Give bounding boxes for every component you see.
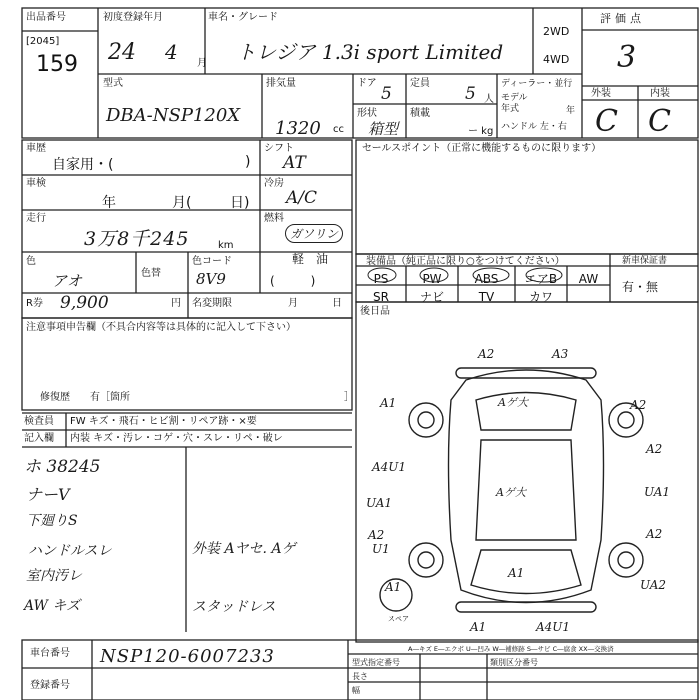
shift-value: AT <box>283 153 306 173</box>
name-change-month: 月 <box>288 298 298 309</box>
equip-sr: SR <box>373 290 389 304</box>
inspector-label: 検査員 <box>24 416 54 427</box>
mileage-label: 走行 <box>26 213 46 224</box>
repair-history-label: 修復歴 有［箇所 <box>40 392 130 403</box>
name-change-label: 名変期限 <box>192 298 232 309</box>
mark-a2-right-front: A2 <box>630 398 647 412</box>
aircon-value: A/C <box>286 188 318 208</box>
displacement-unit: cc <box>333 124 344 135</box>
equipment-marks <box>356 266 610 302</box>
first-registration-month: 4 <box>165 40 178 64</box>
interior-label: 内装 <box>650 88 670 99</box>
mark-u1-left: U1 <box>372 542 390 556</box>
steering-label: ハンドル 左・右 <box>501 122 567 132</box>
mark-a1-spare: A1 <box>385 580 402 594</box>
first-registration-label: 初度登録年月 <box>103 12 163 23</box>
type-designation-label: 型式指定番号 <box>352 658 400 667</box>
chassis-number: NSP120-6007233 <box>100 646 275 667</box>
fw-code-line: FW キズ・飛石・ヒビ割・リペア跡・×要 <box>70 416 257 427</box>
exterior-label: 外装 <box>591 88 611 99</box>
model-code: DBA-NSP120X <box>106 105 241 126</box>
note-line-2: ナーV <box>26 485 70 504</box>
car-name: トレジア 1.3i sport Limited <box>236 40 504 64</box>
fuel-label: 燃料 <box>264 213 284 224</box>
color-value: アオ <box>52 272 82 290</box>
mark-ua1-left: UA1 <box>366 496 393 510</box>
drive-2wd: 2WD <box>543 25 570 38</box>
notes-label: 注意事項申告欄（不具合内容等は具体的に記入して下さい） <box>26 322 296 333</box>
history-value: 自家用・( <box>52 157 114 173</box>
inspection-day: 日) <box>230 195 250 211</box>
doors: 5 <box>381 84 392 104</box>
model-year-sub: 年式 <box>501 104 520 114</box>
drive-4wd: 4WD <box>543 53 570 66</box>
mark-a4u1-bottom: A4U1 <box>536 620 571 634</box>
interior-grade: C <box>648 104 671 139</box>
equip-kawa: カワ <box>528 290 553 304</box>
lot-prefix: [2045] <box>26 36 60 47</box>
mark-a2-left: A2 <box>368 528 385 542</box>
aircon-label: 冷房 <box>264 178 284 189</box>
mark-a4u1-left: A4U1 <box>372 460 407 474</box>
mark-a3-top: A3 <box>552 347 569 361</box>
note-line-6: AW キズ <box>24 598 81 614</box>
interior-code-line: 内装 キズ・汚レ・コゲ・穴・スレ・リペ・破レ <box>70 433 283 444</box>
mark-atsuke-top: Aゲ大 <box>498 396 528 409</box>
mark-a2-top: A2 <box>478 347 495 361</box>
score-value: 3 <box>617 40 637 75</box>
chassis-label: 車台番号 <box>30 648 70 659</box>
body-type: 箱型 <box>368 120 399 138</box>
color-code-label: 色コード <box>192 256 232 267</box>
length-label: 長さ <box>352 672 368 681</box>
yen-unit: 円 <box>171 298 181 309</box>
fuel-gasoline: ガソリン <box>285 224 343 243</box>
fuel-other: ( ) <box>270 274 316 288</box>
width-label: 幅 <box>352 686 360 695</box>
score-label: 評価点 <box>600 12 645 25</box>
mark-a1-center: A1 <box>508 566 525 580</box>
color-code-value: 8V9 <box>196 270 226 288</box>
spare-label: スペア <box>388 615 409 623</box>
repair-history-close: ］ <box>344 392 354 403</box>
name-change-day: 日 <box>332 298 342 309</box>
fuel-diesel: 軽 油 <box>292 252 329 266</box>
seats-unit: 人 <box>484 94 494 105</box>
inspection-month: 月( <box>172 195 192 211</box>
mark-a2-right-rear: A2 <box>646 527 663 541</box>
legend-line: A―キズ E―エクボ U―凹み W―補修跡 S―サビ C―腐食 XX―交換済 <box>408 645 614 653</box>
inspection-label: 車検 <box>26 178 46 189</box>
first-registration-year: 24 <box>108 40 136 65</box>
r-ticket-value: 9,900 <box>60 293 109 313</box>
exterior-grade: C <box>595 104 618 139</box>
mark-atsuke-center: Aゲ大 <box>496 486 526 499</box>
equip-abs: ABS <box>474 272 499 286</box>
model-code-label: 型式 <box>103 78 123 89</box>
note-right-2: スタッドレス <box>192 599 276 615</box>
seats-label: 定員 <box>410 78 430 89</box>
registration-label: 登録番号 <box>30 680 70 691</box>
note-line-5: 室内汚レ <box>26 568 82 584</box>
shift-label: シフト <box>264 143 294 154</box>
seats: 5 <box>465 84 476 104</box>
lot-number: 159 <box>36 52 78 77</box>
mark-ua1-right: UA1 <box>644 485 671 499</box>
note-line-4: ハンドルスレ <box>28 543 112 559</box>
body-type-label: 形状 <box>357 108 377 119</box>
mark-a2-right: A2 <box>646 442 663 456</box>
r-ticket-label: R券 <box>26 298 43 309</box>
displacement: 1320 <box>275 118 321 139</box>
recorder-label: 記入欄 <box>24 433 54 444</box>
equip-ps: PS <box>373 272 389 286</box>
displacement-label: 排気量 <box>266 78 296 89</box>
warranty-value: 有・無 <box>622 280 659 294</box>
equip-tv: TV <box>478 290 495 304</box>
history-label: 車歴 <box>26 143 46 154</box>
mileage-value: 3万8千245 <box>84 228 190 250</box>
load-label: 積載 <box>410 108 430 119</box>
inspection-year: 年 <box>102 195 116 211</box>
car-name-label: 車名・グレード <box>208 12 278 23</box>
new-car-warranty-label: 新車保証書 <box>622 256 668 266</box>
color-label: 色 <box>26 256 36 267</box>
rear-seat-label: 後日品 <box>360 306 390 317</box>
lot-number-label: 出品番号 <box>26 12 66 23</box>
model-year-label: モデル <box>501 93 528 103</box>
mark-a1-bottom: A1 <box>470 620 487 634</box>
year-unit: 年 <box>566 106 576 116</box>
dealer-parallel-label: ディーラー・並行 <box>501 79 573 89</box>
mark-a1-left-front: A1 <box>380 396 397 410</box>
equipment-label: 装備品（純正品に限り○をつけてください） <box>366 256 565 267</box>
mark-ua2-right: UA2 <box>640 578 667 592</box>
equip-navi: ナビ <box>419 290 444 304</box>
mileage-unit: km <box>218 240 234 251</box>
history-close: ) <box>245 154 251 170</box>
sales-points-label: セールスポイント（正常に機能するものに限ります） <box>362 143 602 154</box>
load-value: ー kg <box>468 126 494 137</box>
equip-pw: PW <box>422 272 442 286</box>
color-no-label: 色替 <box>141 268 161 279</box>
doors-label: ドア <box>357 78 377 89</box>
equip-airbag: エアB <box>524 272 558 286</box>
month-unit: 月 <box>197 58 207 69</box>
note-right-1: 外装 Aヤセ. Aゲ <box>192 541 296 557</box>
note-line-1: ホ 38245 <box>24 457 101 477</box>
category-label: 類別区分番号 <box>490 658 538 667</box>
note-line-3: 下廻りS <box>26 513 78 529</box>
equip-aw: AW <box>578 272 599 286</box>
